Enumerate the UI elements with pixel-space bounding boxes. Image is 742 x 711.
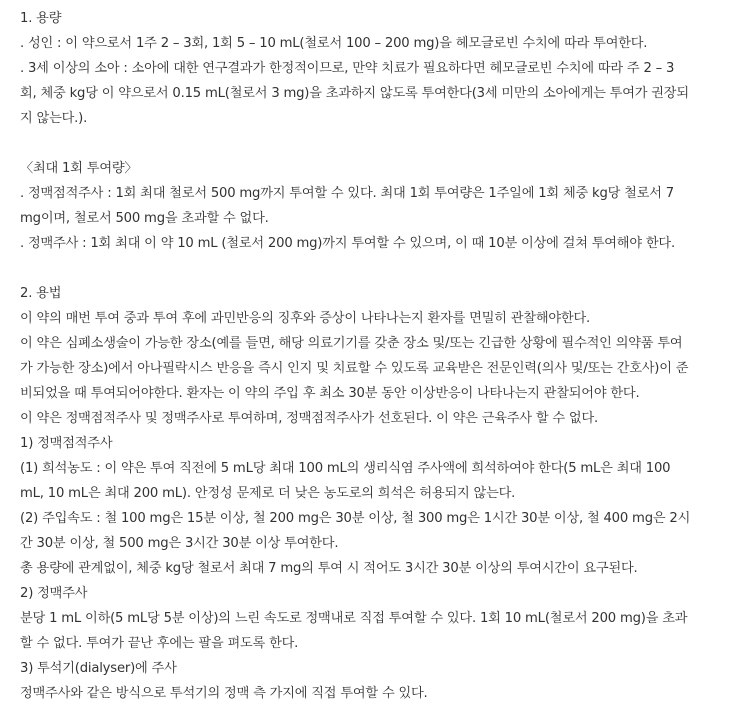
text-line: 2) 정맥주사 xyxy=(20,586,88,601)
text-line: mg이며, 철로서 500 mg을 초과할 수 없다. xyxy=(20,211,269,226)
text-line: 〈최대 1회 투여량〉 xyxy=(20,161,138,176)
text-line: 회, 체중 kg당 이 약으로서 0.15 mL(철로서 3 mg)을 초과하지 않도록 투여한다(3세 미만의 소아에게는 투여가 권장되 xyxy=(20,86,689,101)
text-line: 간 30분 이상, 철 500 mg은 3시간 30분 이상 투여한다. xyxy=(20,536,339,551)
text-line: 지 않는다.). xyxy=(20,111,88,126)
text-line: 이 약은 심폐소생술이 가능한 장소(예를 들면, 해당 의료기기를 갖춘 장소 및/또는 긴급한 상황에 필수적인 의약품 투여 xyxy=(20,336,683,351)
text-line: 정맥주사와 같은 방식으로 투석기의 정맥 측 가지에 직접 투여할 수 있다. xyxy=(20,686,428,701)
text-line: 분당 1 mL 이하(5 mL당 5분 이상)의 느린 속도로 정맥내로 직접 투여할 수 있다. 1회 10 mL(철로서 200 mg)을 초과 xyxy=(20,611,688,626)
text-line: 가 가능한 장소)에서 아나필락시스 반응을 즉시 인지 및 치료할 수 있도록 교육받은 전문인력(의사 및/또는 간호사)이 준 xyxy=(20,361,689,376)
text-line: 할 수 없다. 투여가 끝난 후에는 팔을 펴도록 한다. xyxy=(20,636,299,651)
text-line: mL, 10 mL은 최대 200 mL). 안정성 문제로 더 낮은 농도로의 희석은 허용되지 않는다. xyxy=(20,486,516,501)
text-line: 1. 용량 xyxy=(20,11,62,26)
text-line: 3) 투석기(dialyser)에 주사 xyxy=(20,661,177,676)
text-line: (1) 희석농도 : 이 약은 투여 직전에 5 mL당 최대 100 mL의 생리식염 주사액에 희석하여야 한다(5 mL은 최대 100 xyxy=(20,461,671,476)
text-line: . 정맥점적주사 : 1회 최대 철로서 500 mg까지 투여할 수 있다. 최대 1회 투여량은 1주일에 1회 체중 kg당 철로서 7 xyxy=(20,186,674,201)
text-line: (2) 주입속도 : 철 100 mg은 15분 이상, 철 200 mg은 30분 이상, 철 300 mg은 1시간 30분 이상, 철 400 mg은 2시 xyxy=(20,511,691,526)
text-line: 비되었을 때 투여되어야한다. 환자는 이 약의 주입 후 최소 30분 동안 이상반응이 나타나는지 관찰되어야 한다. xyxy=(20,386,640,401)
text-line: 1) 정맥점적주사 xyxy=(20,436,113,451)
text-line: . 성인 : 이 약으로서 1주 2 – 3회, 1회 5 – 10 mL(철로서 100 – 200 mg)을 헤모글로빈 수치에 따라 투여한다. xyxy=(20,36,648,51)
text-line: 이 약의 매번 투여 중과 투여 후에 과민반응의 징후와 증상이 나타나는지 환자를 면밀히 관찰해야한다. xyxy=(20,311,590,326)
text-line: . 3세 이상의 소아 : 소아에 대한 연구결과가 한정적이므로, 만약 치료가 필요하다면 헤모글로빈 수치에 따라 주 2 – 3 xyxy=(20,61,675,76)
text-line: . 정맥주사 : 1회 최대 이 약 10 mL (철로서 200 mg)까지 투여할 수 있으며, 이 때 10분 이상에 걸쳐 투여해야 한다. xyxy=(20,236,675,251)
text-line: 2. 용법 xyxy=(20,286,62,301)
text-line: 총 용량에 관계없이, 체중 kg당 철로서 최대 7 mg의 투여 시 적어도 3시간 30분 이상의 투여시간이 요구된다. xyxy=(20,561,638,576)
text-line: 이 약은 정맥점적주사 및 정맥주사로 투여하며, 정맥점적주사가 선호된다. 이 약은 근육주사 할 수 없다. xyxy=(20,411,598,426)
